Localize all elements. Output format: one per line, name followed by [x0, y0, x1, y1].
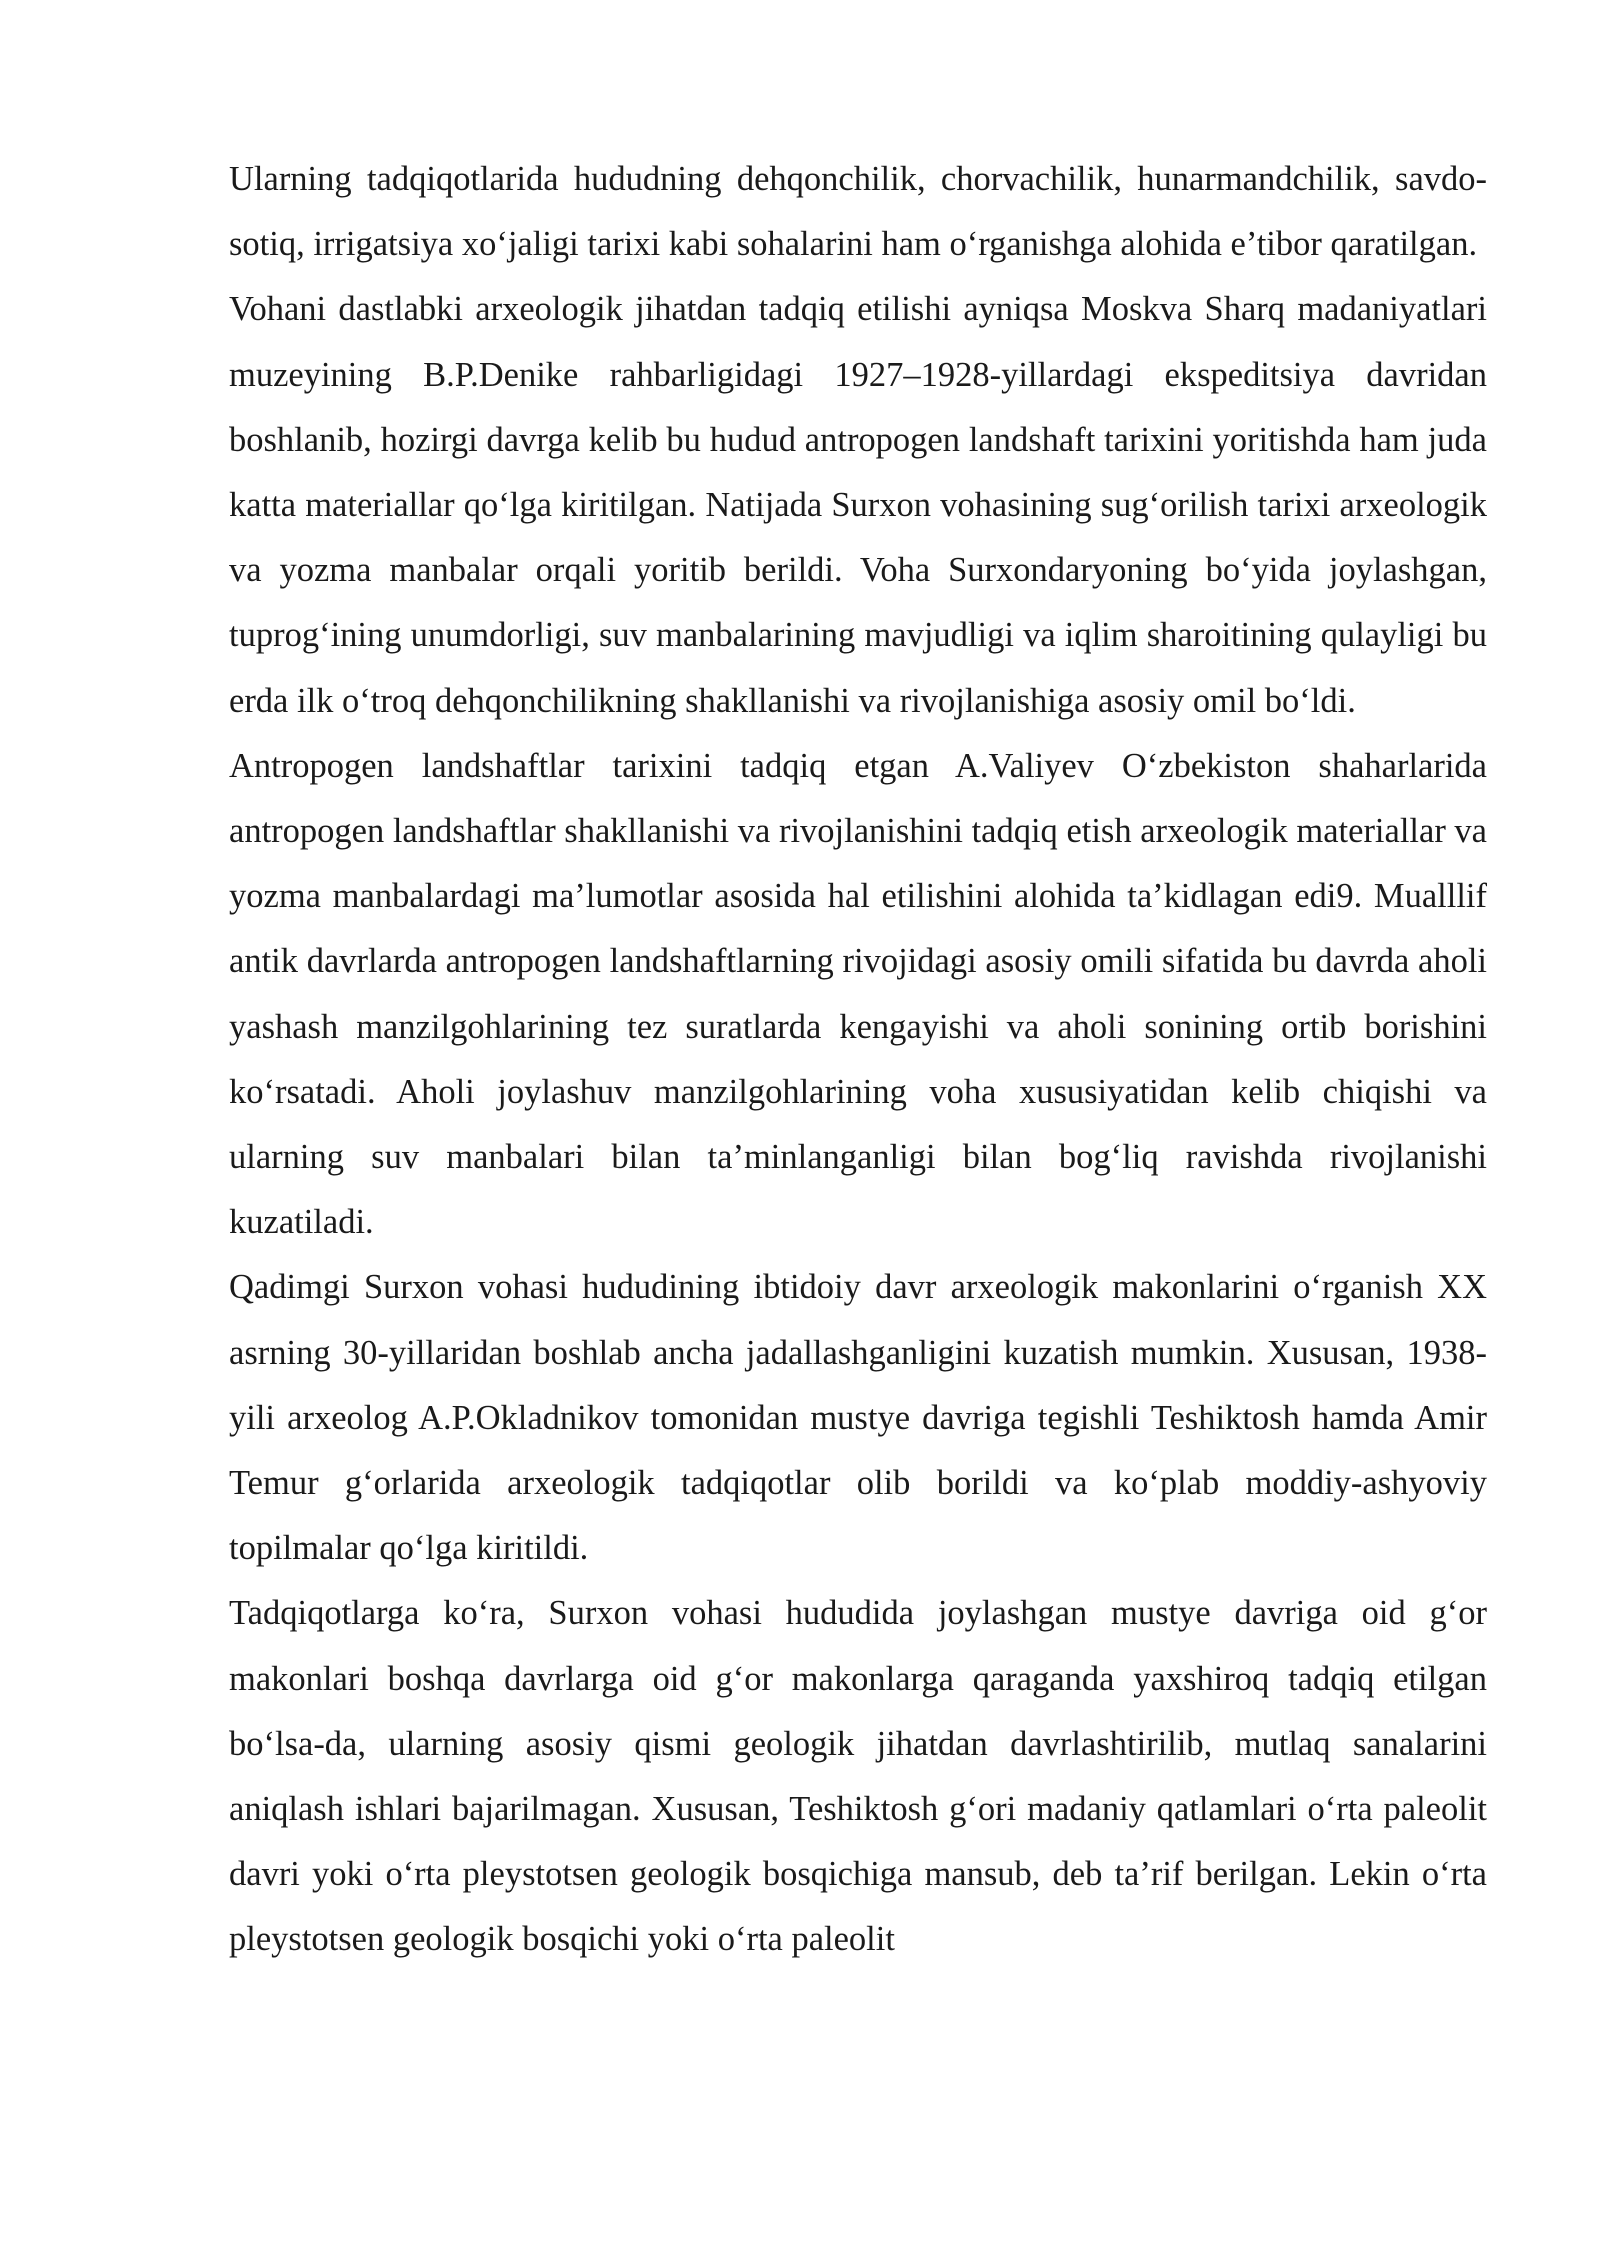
paragraph-1: Ularning tadqiqotlarida hududning dehqonchilik, chorvachilik, hunarmandchilik, savdo-sotiq, irrigatsiya xo‘jaligi tarixi kabi sohalarini ham o‘rganishga alohida e’tibor qaratilgan.	[229, 160, 1487, 264]
paragraph-5: Tadqiqotlarga ko‘ra, Surxon vohasi hududida joylashgan mustye davriga oid g‘or makonlari boshqa davrlarga oid g‘or makonlarga qaraganda yaxshiroq tadqiq etilgan bo‘lsa-da, ularning asosiy qismi geologik jihatdan davrlashtirilib, mutlaq sanalarini aniqlash ishlari bajarilmagan. Xususan, Teshiktosh g‘ori madaniy qatlamlari o‘rta paleolit davri yoki o‘rta pleystotsen geologik bosqichiga mansub, deb ta’rif berilgan. Lekin o‘rta pleystotsen geologik bosqichi yoki o‘rta paleolit	[229, 1594, 1487, 1959]
paragraph-2: Vohani dastlabki arxeologik jihatdan tadqiq etilishi ayniqsa Moskva Sharq madaniyatlari muzeyining B.P.Denike rahbarligidagi 1927–1928-yillardagi ekspeditsiya davridan boshlanib, hozirgi davrga kelib bu hudud antropogen landshaft tarixini yoritishda ham juda katta materiallar qo‘lga kiritilgan. Natijada Surxon vohasining sug‘orilish tarixi arxeologik va yozma manbalar orqali yoritib berildi. Voha Surxondaryoning bo‘yida joylashgan, tuprog‘ining unumdorligi, suv manbalarining mavjudligi va iqlim sharoitining qulayligi bu erda ilk o‘troq dehqonchilikning shakllanishi va rivojlanishiga asosiy omil bo‘ldi.	[229, 290, 1487, 720]
paragraph-3: Antropogen landshaftlar tarixini tadqiq etgan A.Valiyev O‘zbekiston shaharlarida antropogen landshaftlar shakllanishi va rivojlanishini tadqiq etish arxeologik materiallar va yozma manbalardagi ma’lumotlar asosida hal etilishini alohida ta’kidlagan edi9. Mualllif antik davrlarda antropogen landshaftlarning rivojidagi asosiy omili sifatida bu davrda aholi yashash manzilgohlarining tez suratlarda kengayishi va aholi sonining ortib borishini ko‘rsatadi. Aholi joylashuv manzilgohlarining voha xususiyatidan kelib chiqishi va ularning suv manbalari bilan ta’minlanganligi bilan bog‘liq ravishda rivojlanishi kuzatiladi.	[229, 746, 1487, 1242]
document-body	[229, 147, 1487, 1973]
paragraph-4: Qadimgi Surxon vohasi hududining ibtidoiy davr arxeologik makonlarini o‘rganish XX asrning 30-yillaridan boshlab ancha jadallashganligini kuzatish mumkin. Xususan, 1938-yili arxeolog A.P.Okladnikov tomonidan mustye davriga tegishli Teshiktosh hamda Amir Temur g‘orlarida arxeologik tadqiqotlar olib borildi va ko‘plab moddiy-ashyoviy topilmalar qo‘lga kiritildi.	[229, 1268, 1487, 1568]
